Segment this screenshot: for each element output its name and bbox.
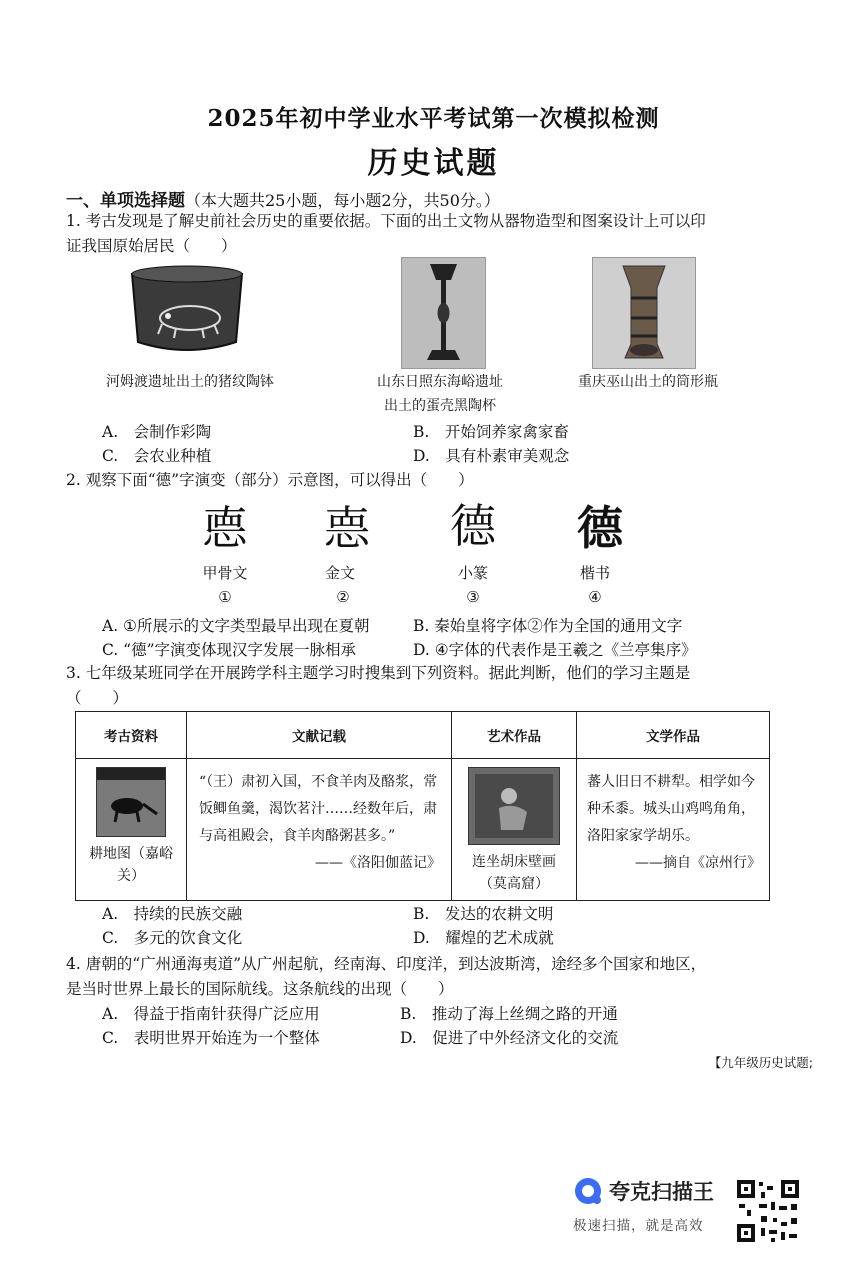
num-1: ① bbox=[218, 588, 232, 606]
q1-option-a[interactable]: A. 会制作彩陶 bbox=[102, 423, 212, 441]
q2-option-a[interactable]: A. ①所展示的文字类型最早出现在夏朝 bbox=[102, 617, 370, 635]
exam-title: 2025年初中学业水平考试第一次模拟检测 bbox=[207, 105, 660, 132]
caption-pig-bowl: 河姆渡遗址出土的猪纹陶钵 bbox=[106, 374, 274, 390]
glyph-bronze: 𢛳 bbox=[324, 501, 370, 555]
num-2: ② bbox=[336, 588, 350, 606]
cell-archaeology bbox=[76, 759, 187, 901]
brand-row bbox=[573, 1176, 714, 1206]
q3-option-b[interactable]: B. 发达的农耕文明 bbox=[413, 905, 554, 923]
pig-pattern-bowl-image bbox=[128, 262, 246, 360]
literature-source: ——摘自《凉州行》 bbox=[635, 855, 761, 871]
table-row bbox=[76, 759, 770, 901]
label-regular: 楷书 bbox=[579, 564, 610, 582]
q1-option-c[interactable]: C. 会农业种植 bbox=[102, 447, 212, 465]
q2-stem: 2. 观察下面“德”字演变（部分）示意图，可以得出（ ） bbox=[66, 471, 474, 489]
eggshell-black-cup-image bbox=[401, 257, 486, 369]
scanner-watermark bbox=[573, 1176, 714, 1234]
header-documents: 文献记载 bbox=[187, 712, 452, 759]
q1-stem bbox=[66, 209, 756, 259]
section-heading bbox=[66, 186, 500, 211]
label-seal: 小篆 bbox=[457, 564, 488, 582]
glyph-seal: 德 bbox=[450, 499, 496, 553]
q1-stem-line1: 1. 考古发现是了解史前社会历史的重要依据。下面的出土文物从器物造型和图案设计上可以印 bbox=[66, 212, 706, 230]
q3-option-d[interactable]: D. 耀煌的艺术成就 bbox=[413, 929, 554, 947]
label-oracle: 甲骨文 bbox=[202, 564, 248, 582]
num-4: ④ bbox=[588, 588, 602, 606]
subject-title: 历史试题 bbox=[367, 146, 500, 181]
mural-image bbox=[468, 767, 560, 845]
q2-option-d[interactable]: D. ④字体的代表作是王羲之《兰亭集序》 bbox=[413, 641, 697, 659]
mural-caption: 连坐胡床壁画（莫高窟） bbox=[472, 854, 556, 892]
tube-vase-image bbox=[592, 257, 696, 369]
glyph-oracle: 㥁 bbox=[202, 501, 248, 555]
label-bronze: 金文 bbox=[324, 564, 355, 582]
caption-tube-vase: 重庆巫山出土的筒形瓶 bbox=[578, 374, 718, 390]
glyph-regular: 德 bbox=[577, 501, 623, 555]
brand-slogan: 极速扫描，就是高效 bbox=[573, 1218, 704, 1234]
quark-logo-icon bbox=[573, 1176, 603, 1206]
q1-option-b[interactable]: B. 开始饲养家禽家畜 bbox=[413, 423, 569, 441]
q3-stem-line2: （ ） bbox=[66, 689, 129, 707]
page-footer-tag: 【九年级历史试题; bbox=[708, 1055, 813, 1070]
header-art: 艺术作品 bbox=[452, 712, 577, 759]
q4-option-b[interactable]: B. 推动了海上丝绸之路的开通 bbox=[400, 1005, 618, 1023]
q4-stem bbox=[66, 952, 756, 1002]
qr-code-icon bbox=[735, 1178, 801, 1244]
plowing-painting-image bbox=[96, 767, 166, 837]
materials-table bbox=[75, 711, 770, 901]
q3-stem-line1: 3. 七年级某班同学在开展跨学科主题学习时搜集到下列资料。据此判断，他们的学习主题是 bbox=[66, 664, 691, 682]
num-3: ③ bbox=[466, 588, 480, 606]
header-archaeology: 考古资料 bbox=[76, 712, 187, 759]
header-literature: 文学作品 bbox=[577, 712, 770, 759]
cell-documents bbox=[187, 759, 452, 901]
caption-cup-line1: 山东日照东海峪遗址 bbox=[377, 374, 503, 390]
section-heading-label: 一、单项选择题 bbox=[66, 191, 185, 211]
section-note: （本大题共25小题，每小题2分，共50分。） bbox=[185, 191, 500, 210]
q1-option-d[interactable]: D. 具有朴素审美观念 bbox=[413, 447, 570, 465]
q4-option-d[interactable]: D. 促进了中外经济文化的交流 bbox=[400, 1029, 619, 1047]
brand-name: 夸克扫描王 bbox=[609, 1180, 714, 1204]
cell-art bbox=[452, 759, 577, 901]
q3-stem bbox=[66, 661, 756, 711]
q4-stem-line2: 是当时世界上最长的国际航线。这条航线的出现（ ） bbox=[66, 980, 454, 998]
plowing-painting-caption: 耕地图（嘉峪关） bbox=[89, 846, 173, 884]
q2-option-c[interactable]: C. “德”字演变体现汉字发展一脉相承 bbox=[102, 641, 357, 659]
q4-option-c[interactable]: C. 表明世界开始连为一个整体 bbox=[102, 1029, 320, 1047]
q1-stem-line2: 证我国原始居民（ ） bbox=[66, 237, 237, 255]
caption-cup-line2: 出土的蛋壳黑陶杯 bbox=[384, 398, 496, 414]
literature-poem: 蕃人旧日不耕犁。相学如今种禾黍。城头山鸡鸣角角，洛阳家家学胡乐。 bbox=[587, 774, 755, 844]
document-source: ——《洛阳伽蓝记》 bbox=[315, 855, 441, 871]
q2-option-b[interactable]: B. 秦始皇将字体②作为全国的通用文字 bbox=[413, 617, 683, 635]
q4-stem-line1: 4. 唐朝的“广州通海夷道”从广州起航，经南海、印度洋，到达波斯湾，途经多个国家和地区， bbox=[66, 955, 707, 973]
document-quote: “（王）肃初入国，不食羊肉及酪浆，常饭鲫鱼羹，渴饮茗汁……经数年后，肃与高祖殿会，食羊肉酪粥甚多。” bbox=[199, 774, 438, 844]
q3-option-c[interactable]: C. 多元的饮食文化 bbox=[102, 929, 243, 947]
q4-option-a[interactable]: A. 得益于指南针获得广泛应用 bbox=[102, 1005, 320, 1023]
table-header-row bbox=[76, 712, 770, 759]
cell-literature bbox=[577, 759, 770, 901]
q3-option-a[interactable]: A. 持续的民族交融 bbox=[102, 905, 243, 923]
